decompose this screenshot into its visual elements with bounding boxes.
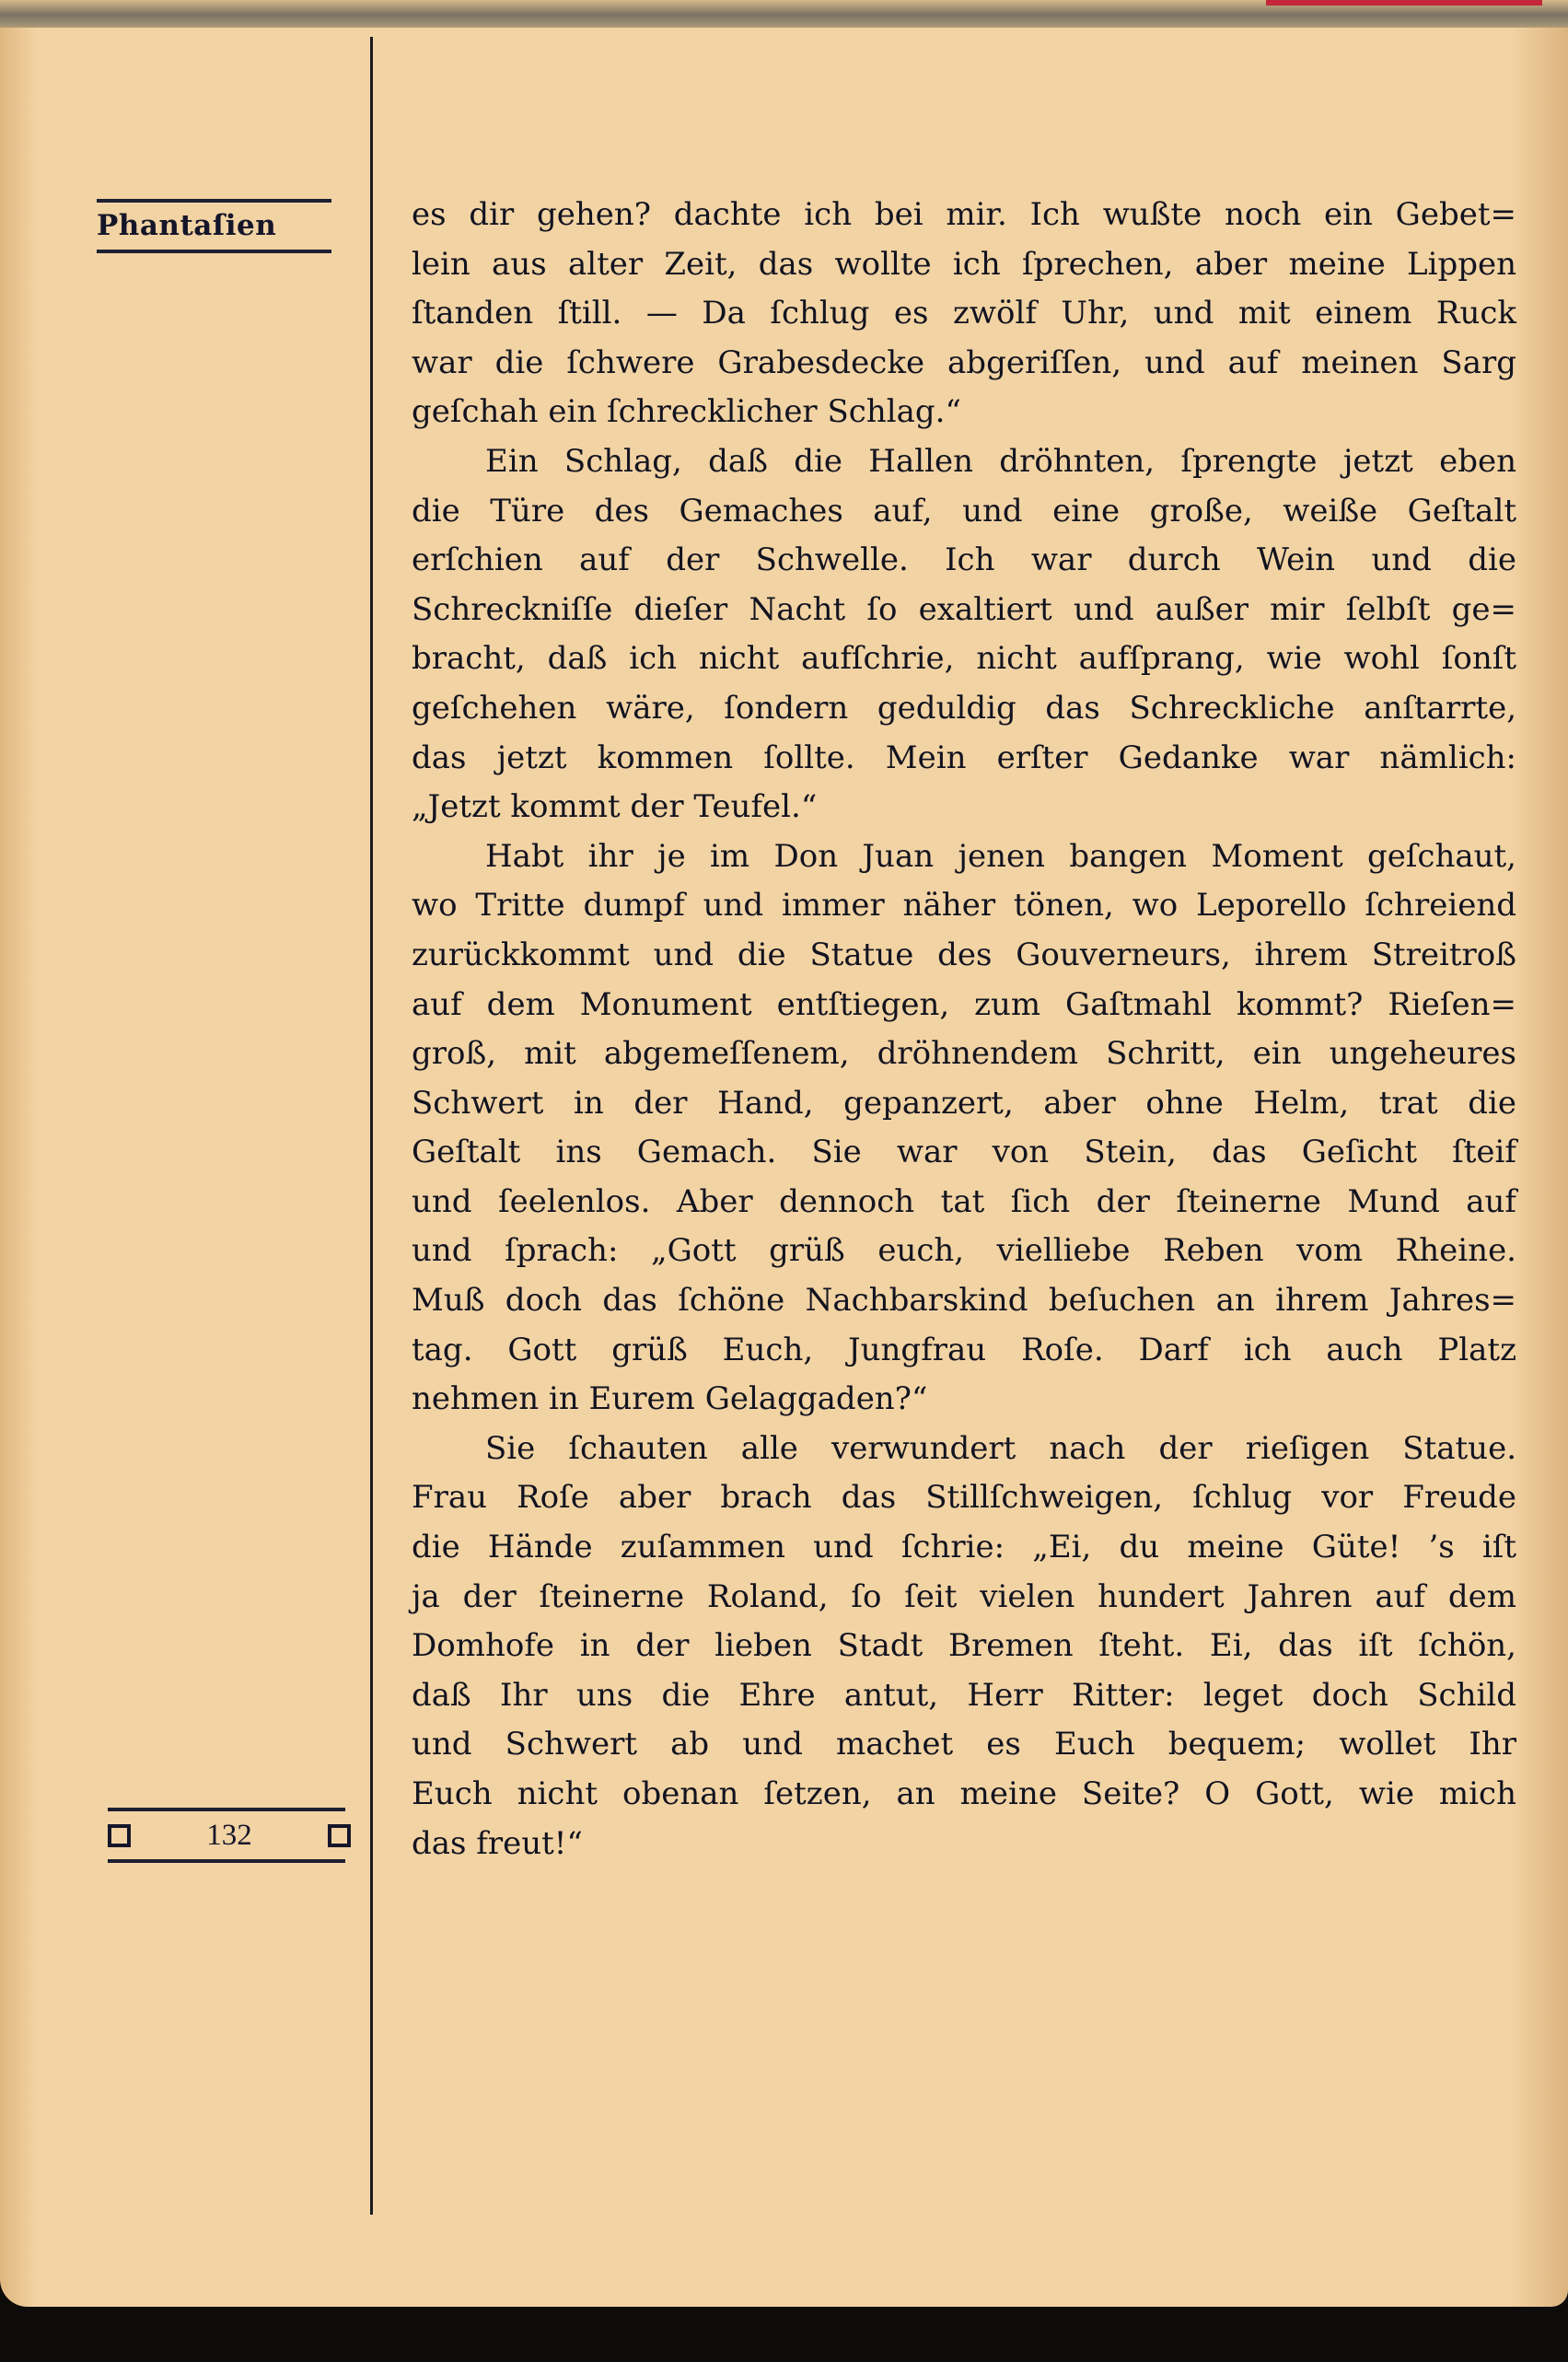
running-head bbox=[97, 199, 373, 253]
text-line: die Türe des Gemaches auf, und eine große, weiße Geſtalt bbox=[412, 492, 1516, 529]
text-line: war die ſchwere Grabesdecke abgeriſſen, und auf meinen Sarg bbox=[412, 343, 1516, 381]
text-line: ſtanden ſtill. — Da ſchlug es zwölf Uhr, und mit einem Ruck bbox=[412, 295, 1516, 332]
text-line: auf dem Monument entſtiegen, zum Gaſtmahl kommt? Rieſen= bbox=[412, 985, 1516, 1023]
text-line: es dir gehen? dachte ich bei mir. Ich wußte noch ein Gebet= bbox=[412, 196, 1516, 233]
text-line: geſchehen wäre, ſondern geduldig das Schreckliche anſtarrte, bbox=[412, 689, 1516, 727]
text-line: wo Tritte dumpf und immer näher tönen, wo Leporello ſchreiend bbox=[412, 887, 1516, 925]
text-line: das freut!“ bbox=[412, 1824, 583, 1862]
text-line: und ſprach: „Gott grüß euch, vielliebe Reben vom Rheine. bbox=[412, 1232, 1516, 1270]
paragraph-start-line: Sie ſchauten alle verwundert nach der rieſigen Statue. bbox=[485, 1429, 1516, 1467]
square-ornament-icon bbox=[108, 1824, 131, 1847]
text-line: Domhofe in der lieben Stadt Bremen ſteht. Ei, das iſt ſchön, bbox=[412, 1627, 1516, 1665]
running-head-rule-top bbox=[97, 199, 331, 203]
text-line: Geſtalt ins Gemach. Sie war von Stein, das Geſicht ſteif bbox=[412, 1134, 1516, 1171]
text-line: daß Ihr uns die Ehre antut, Herr Ritter: leget doch Schild bbox=[412, 1676, 1516, 1714]
text-line: Schwert in der Hand, gepanzert, aber ohne Helm, trat die bbox=[412, 1084, 1516, 1122]
text-line: nehmen in Eurem Gelaggaden?“ bbox=[412, 1380, 928, 1418]
page-number-block bbox=[108, 1808, 351, 1863]
text-line: geſchah ein ſchrecklicher Schlag.“ bbox=[412, 393, 961, 431]
text-line: tag. Gott grüß Euch, Jungfrau Roſe. Darf ich auch Platz bbox=[412, 1331, 1516, 1368]
folio-rule-bottom bbox=[108, 1859, 345, 1863]
paragraph-start-line: Habt ihr je im Don Juan jenen bangen Moment geſchaut, bbox=[485, 837, 1516, 875]
text-line: zurückkommt und die Statue des Gouverneurs, ihrem Streitroß bbox=[412, 936, 1516, 973]
scan-background-bottom bbox=[0, 2307, 1568, 2362]
text-line: erſchien auf der Schwelle. Ich war durch Wein und die bbox=[412, 541, 1516, 579]
page-paper bbox=[0, 28, 1568, 2307]
running-head-rule-bottom bbox=[97, 250, 331, 253]
text-line: lein aus alter Zeit, das wollte ich ſprechen, aber meine Lippen bbox=[412, 245, 1516, 283]
text-line: und ſeelenlos. Aber dennoch tat ſich der ſteinerne Mund auf bbox=[412, 1182, 1516, 1220]
running-head-title: Phantaſien bbox=[97, 209, 277, 242]
text-line: Muß doch das ſchöne Nachbarskind beſuchen an ihrem Jahres= bbox=[412, 1282, 1516, 1320]
text-line: „Jetzt kommt der Teufel.“ bbox=[412, 788, 818, 826]
text-line: Euch nicht obenan ſetzen, an meine Seite? O Gott, wie mich bbox=[412, 1775, 1516, 1812]
text-line: das jetzt kommen ſollte. Mein erſter Gedanke war nämlich: bbox=[412, 739, 1516, 776]
text-line: die Hände zuſammen und ſchrie: „Ei, du meine Güte! ’s iſt bbox=[412, 1529, 1516, 1566]
ribbon-bookmark bbox=[1266, 0, 1542, 6]
text-line: groß, mit abgemeſſenem, dröhnendem Schritt, ein ungeheures bbox=[412, 1035, 1516, 1073]
body-text bbox=[412, 191, 1516, 1868]
text-line: Frau Roſe aber brach das Stillſchweigen, ſchlug vor Freude bbox=[412, 1479, 1516, 1517]
text-line: ja der ſteinerne Roland, ſo ſeit vielen hundert Jahren auf dem bbox=[412, 1577, 1516, 1615]
page-number: 132 bbox=[206, 1818, 252, 1852]
square-ornament-icon bbox=[328, 1824, 351, 1847]
text-line: Schreckniſſe dieſer Nacht ſo exaltiert und außer mir ſelbſt ge= bbox=[412, 590, 1516, 628]
text-line: bracht, daß ich nicht aufſchrie, nicht aufſprang, wie wohl ſonſt bbox=[412, 640, 1516, 678]
text-line: und Schwert ab und machet es Euch bequem; wollet Ihr bbox=[412, 1726, 1516, 1763]
paragraph-start-line: Ein Schlag, daß die Hallen dröhnten, ſprengte jetzt eben bbox=[485, 442, 1516, 480]
margin-divider-rule bbox=[370, 37, 373, 2215]
